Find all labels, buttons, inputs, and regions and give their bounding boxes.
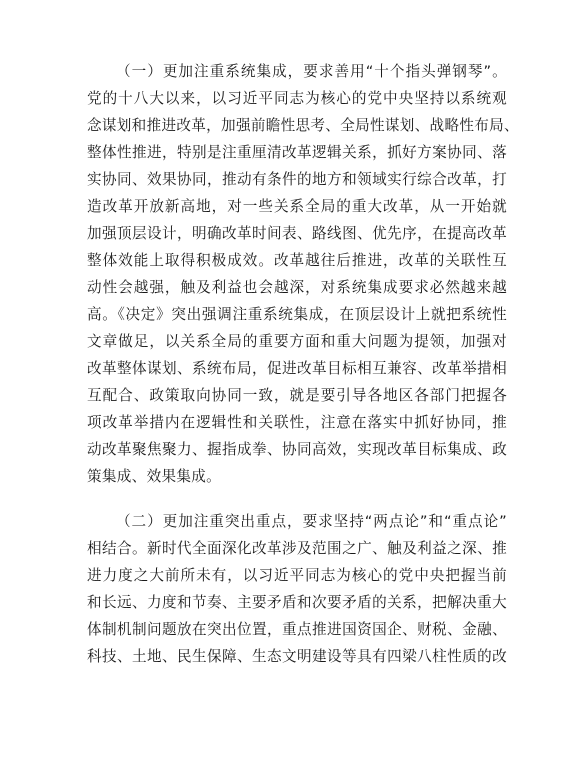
paragraph-line: （一）更加注重系统集成，要求善用“十个指头弹钢琴”。: [116, 63, 507, 80]
paragraph-line: 整体效能上取得积极成效。改革越往后推进，改革的关联性互: [87, 252, 507, 269]
paragraph-line: 项改革举措内在逻辑性和关联性，注意在落实中抓好协同，推: [87, 414, 507, 431]
paragraph-line: 进力度之大前所未有，以习近平同志为核心的党中央把握当前: [87, 567, 507, 584]
paragraph-line: 文章做足，以关系全局的重要方面和重大问题为提领，加强对: [87, 333, 507, 350]
paragraph-line: 念谋划和推进改革，加强前瞻性思考、全局性谋划、战略性布局、: [87, 117, 519, 134]
paragraph-line: （二）更加注重突出重点，要求坚持“两点论”和“重点论”: [116, 513, 507, 530]
paragraph-line: 策集成、效果集成。: [87, 468, 222, 485]
paragraph-line: 体制机制问题放在突出位置，重点推进国资国企、财税、金融、: [87, 621, 507, 638]
paragraph-line: 互配合、政策取向协同一致，就是要引导各地区各部门把握各: [87, 387, 507, 404]
paragraph-line: 相结合。新时代全面深化改革涉及范围之广、触及利益之深、推: [87, 540, 507, 557]
paragraph-line: 科技、土地、民生保障、生态文明建设等具有四梁八柱性质的改: [87, 648, 507, 665]
paragraph-line: 实协同、效果协同，推动有条件的地方和领域实行综合改革，打: [87, 171, 507, 188]
paragraph-line: 高。《决定》突出强调注重系统集成，在顶层设计上就把系统性: [87, 306, 507, 323]
paragraph-line: 改革整体谋划、系统布局，促进改革目标相互兼容、改革举措相: [87, 360, 507, 377]
paragraph-line: 造改革开放新高地，对一些关系全局的重大改革，从一开始就: [87, 198, 507, 215]
paragraph-line: 动性会越强，触及利益也会越深，对系统集成要求必然越来越: [87, 279, 507, 296]
paragraph-line: 动改革聚焦聚力、握指成拳、协同高效，实现改革目标集成、政: [87, 441, 507, 458]
paragraph-line: 党的十八大以来，以习近平同志为核心的党中央坚持以系统观: [87, 90, 507, 107]
paragraph-line: 加强顶层设计，明确改革时间表、路线图、优先序，在提高改革: [87, 225, 507, 242]
paragraph-line: 和长远、力度和节奏、主要矛盾和次要矛盾的关系，把解决重大: [87, 594, 507, 611]
paragraph-line: 整体性推进，特别是注重厘清改革逻辑关系，抓好方案协同、落: [87, 144, 507, 161]
